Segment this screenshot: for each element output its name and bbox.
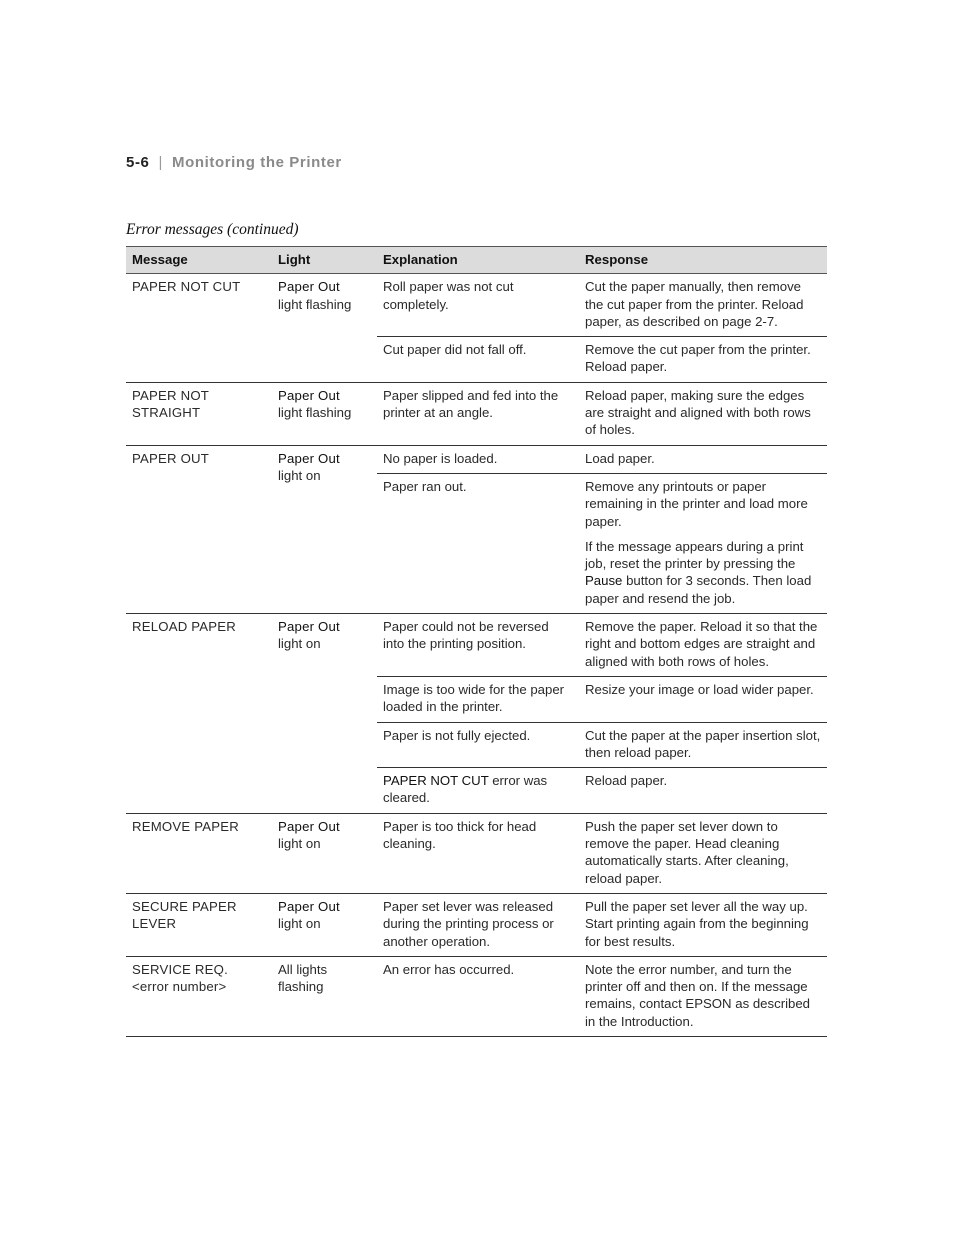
table-row	[126, 274, 827, 337]
light-cell	[272, 614, 377, 814]
light-name: Paper Out	[278, 450, 340, 466]
table-row	[126, 956, 827, 1036]
light-cell	[272, 956, 377, 1036]
response-cell: Pull the paper set lever all the way up. Start printing again from the beginning for best results.	[579, 893, 827, 956]
light-state: light on	[278, 636, 321, 652]
response-cell: Cut the paper at the paper insertion slot, then reload paper.	[579, 722, 827, 768]
table-row	[126, 382, 827, 445]
column-header-message: Message	[126, 247, 272, 274]
message-cell	[126, 956, 272, 1036]
response-cell: Load paper.	[579, 445, 827, 473]
message-cell: RELOAD PAPER	[126, 614, 272, 814]
response-cell: Resize your image or load wider paper.	[579, 676, 827, 722]
column-header-light: Light	[272, 247, 377, 274]
light-state: light flashing	[278, 405, 352, 421]
explanation-cell: Paper slipped and fed into the printer at an angle.	[377, 382, 579, 445]
response-text: button for 3 seconds. Then load paper and resend the job.	[585, 573, 812, 606]
message-line: SERVICE REQ.	[132, 961, 228, 977]
explanation-cell: Cut paper did not fall off.	[377, 337, 579, 383]
response-paragraph: Remove any printouts or paper remaining in the printer and load more paper.	[585, 478, 808, 529]
light-name: Paper Out	[278, 387, 340, 403]
response-cell: Remove the paper. Reload it so that the right and bottom edges are straight and aligned with both rows of holes.	[579, 614, 827, 677]
light-state: light flashing	[278, 296, 352, 312]
response-cell: Note the error number, and turn the printer off and then on. If the message remains, contact EPSON as described in the Introduction.	[579, 956, 827, 1036]
section-title: Monitoring the Printer	[171, 154, 342, 171]
table-row	[126, 445, 827, 473]
light-cell	[272, 893, 377, 956]
message-cell: PAPER NOT STRAIGHT	[126, 382, 272, 445]
table-caption: Error messages (continued)	[126, 221, 299, 238]
response-cell: Reload paper, making sure the edges are straight and aligned with both rows of holes.	[579, 382, 827, 445]
explanation-text: error was cleared.	[383, 773, 548, 806]
light-name: Paper Out	[278, 619, 340, 635]
light-state: light on	[278, 916, 321, 932]
explanation-cell: Paper could not be reversed into the printing position.	[377, 614, 579, 677]
column-header-explanation: Explanation	[377, 247, 579, 274]
light-name: Paper Out	[278, 279, 340, 295]
light-cell	[272, 445, 377, 613]
message-cell: PAPER NOT CUT	[126, 274, 272, 382]
header-separator: |	[158, 154, 163, 171]
light-name: Paper Out	[278, 818, 340, 834]
explanation-cell	[377, 768, 579, 814]
explanation-cell: No paper is loaded.	[377, 445, 579, 473]
message-line: <error number>	[132, 979, 227, 995]
explanation-cell: Paper ran out.	[377, 473, 579, 613]
light-state: flashing	[278, 979, 324, 995]
response-cell: Push the paper set lever down to remove the paper. Head cleaning automatically starts. After cleaning, reload paper.	[579, 813, 827, 893]
light-cell	[272, 382, 377, 445]
message-cell: REMOVE PAPER	[126, 813, 272, 893]
table-row	[126, 614, 827, 677]
response-paragraph	[585, 538, 821, 607]
column-header-response: Response	[579, 247, 827, 274]
inline-message: PAPER NOT CUT	[383, 773, 489, 789]
table-row	[126, 813, 827, 893]
error-messages-table	[126, 246, 827, 1037]
light-cell	[272, 813, 377, 893]
explanation-cell: An error has occurred.	[377, 956, 579, 1036]
light-cell	[272, 274, 377, 382]
message-cell: SECURE PAPER LEVER	[126, 893, 272, 956]
explanation-cell: Image is too wide for the paper loaded in the printer.	[377, 676, 579, 722]
explanation-cell: Paper is not fully ejected.	[377, 722, 579, 768]
response-cell: Cut the paper manually, then remove the cut paper from the printer. Reload paper, as described on page 2-7.	[579, 274, 827, 337]
response-cell: Remove the cut paper from the printer. Reload paper.	[579, 337, 827, 383]
table-header-row	[126, 247, 827, 274]
light-name: Paper Out	[278, 898, 340, 914]
light-state: light on	[278, 467, 321, 483]
light-name: All lights	[278, 961, 328, 977]
explanation-cell: Paper set lever was released during the printing process or another operation.	[377, 893, 579, 956]
response-cell: Reload paper.	[579, 768, 827, 814]
message-cell: PAPER OUT	[126, 445, 272, 613]
pause-button-label: Pause	[585, 573, 623, 589]
explanation-cell: Paper is too thick for head cleaning.	[377, 813, 579, 893]
response-cell	[579, 473, 827, 613]
page-number: 5-6	[126, 154, 150, 171]
response-text: If the message appears during a print job, reset the printer by pressing the	[585, 538, 804, 572]
explanation-cell: Roll paper was not cut completely.	[377, 274, 579, 337]
light-state: light on	[278, 836, 321, 852]
table-row	[126, 893, 827, 956]
page-header	[126, 154, 342, 171]
